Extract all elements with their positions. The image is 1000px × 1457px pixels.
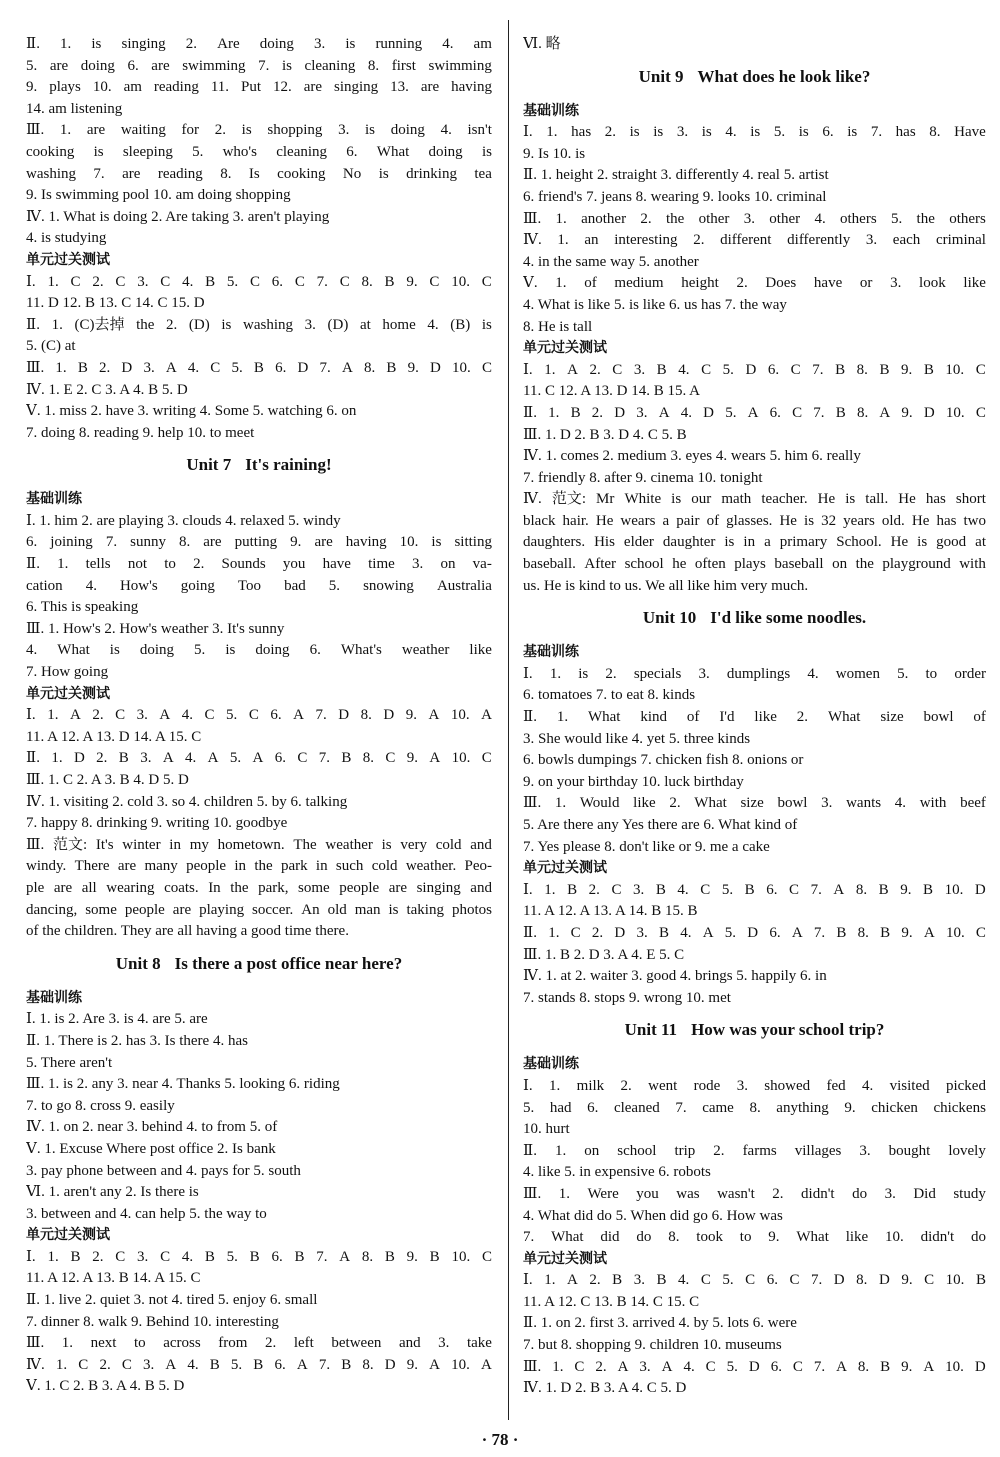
section-heading: 单元过关测试	[26, 685, 110, 702]
answer-line: Ⅲ. 1. another 2. the other 3. other 4. others 5. the others	[523, 210, 986, 227]
answer-line: Ⅰ. 1. A 2. C 3. B 4. C 5. D 6. C 7. B 8. B 9. B 10. C	[523, 361, 986, 378]
answer-line: Ⅰ. 1. him 2. are playing 3. clouds 4. relaxed 5. windy	[26, 512, 341, 529]
answer-line: Ⅲ. 1. is 2. any 3. near 4. Thanks 5. looking 6. riding	[26, 1076, 340, 1093]
answer-line: 7. friendly 8. after 9. cinema 10. tonight	[523, 469, 763, 486]
answer-line: Ⅱ. 1. D 2. B 3. A 4. A 5. A 6. C 7. B 8. C 9. A 10. C	[26, 750, 492, 767]
answer-line: 9. plays 10. am reading 11. Put 12. are singing 13. are having	[26, 79, 492, 96]
answer-line: Ⅱ. 1. is singing 2. Are doing 3. is running 4. am	[26, 36, 492, 52]
section-heading: 单元过关测试	[26, 251, 110, 268]
answer-line: Ⅳ. 1. on 2. near 3. behind 4. to from 5. of	[26, 1119, 278, 1136]
answer-line: 7. happy 8. drinking 9. writing 10. goodbye	[26, 815, 288, 832]
answer-line: Ⅴ. 1. miss 2. have 3. writing 4. Some 5. watching 6. on	[26, 403, 357, 420]
answer-line: Ⅳ. 1. visiting 2. cold 3. so 4. children 5. by 6. talking	[26, 793, 348, 810]
answer-line: Ⅴ. 1. C 2. B 3. A 4. B 5. D	[26, 1378, 185, 1395]
answer-line: 7. Yes please 8. don't like or 9. me a cake	[523, 838, 770, 855]
answer-line: 11. C 12. A 13. D 14. B 15. A	[523, 383, 700, 400]
unit-number: Unit 8	[115, 953, 161, 973]
answer-line: 11. A 12. A 13. A 14. B 15. B	[523, 903, 698, 920]
answer-line: Ⅳ. 1. What is doing 2. Are taking 3. aren't playing	[26, 208, 330, 225]
section-heading: 基础训练	[26, 989, 82, 1006]
answer-line: 11. A 12. A 13. D 14. A 15. C	[26, 728, 202, 745]
answer-line: Ⅲ. 1. are waiting for 2. is shopping 3. is doing 4. isn't	[26, 122, 492, 139]
answer-line: Ⅱ. 1. live 2. quiet 3. not 4. tired 5. enjoy 6. small	[26, 1292, 318, 1309]
answer-line: Ⅵ. 略	[523, 36, 561, 52]
answer-line: Ⅰ. 1. B 2. C 3. B 4. C 5. B 6. C 7. A 8. B 9. B 10. D	[523, 881, 986, 898]
answer-line: 5. are doing 6. are swimming 7. is cleaning 8. first swimming	[26, 57, 492, 74]
answer-line: Ⅱ. 1. height 2. straight 3. differently 4. real 5. artist	[523, 167, 829, 184]
answer-line: Ⅳ. 1. comes 2. medium 3. eyes 4. wears 5. him 6. really	[523, 448, 861, 465]
answer-line: Ⅰ. 1. is 2. specials 3. dumplings 4. women 5. to order	[523, 665, 986, 682]
answer-line: 5. had 6. cleaned 7. came 8. anything 9. chicken chickens	[523, 1099, 986, 1116]
unit-number: Unit 10	[642, 608, 697, 628]
answer-line: us. He is kind to us. We all like him very much.	[523, 577, 809, 594]
answer-line: Ⅰ. 1. B 2. C 3. C 4. B 5. B 6. B 7. A 8. B 9. B 10. C	[26, 1248, 492, 1265]
answer-line: Ⅱ. 1. on 2. first 3. arrived 4. by 5. lots 6. were	[523, 1315, 797, 1332]
left-column	[26, 34, 492, 1398]
answer-line: Ⅱ. 1. What kind of I'd like 2. What size bowl of	[523, 709, 986, 726]
section-heading: 单元过关测试	[523, 340, 607, 357]
answer-line: Ⅰ. 1. A 2. C 3. A 4. C 5. C 6. A 7. D 8. D 9. A 10. A	[26, 707, 492, 724]
answer-line: 4. in the same way 5. another	[523, 253, 699, 270]
answer-line: windy. There are many people in the park in such cold weather. Peo-	[26, 858, 492, 875]
answer-line: Ⅳ. 1. E 2. C 3. A 4. B 5. D	[26, 381, 188, 398]
answer-line: 11. A 12. A 13. B 14. A 15. C	[26, 1270, 201, 1287]
answer-line: 14. am listening	[26, 100, 123, 117]
answer-line: Ⅲ. 1. Were you was wasn't 2. didn't do 3. Did study	[523, 1185, 986, 1202]
unit-name: It's raining!	[245, 455, 332, 475]
right-column	[523, 34, 986, 1400]
answer-line: 6. friend's 7. jeans 8. wearing 9. looks 10. criminal	[523, 188, 827, 205]
answer-line: 3. She would like 4. yet 5. three kinds	[523, 730, 751, 747]
section-heading: 基础训练	[523, 644, 579, 661]
answer-line: Ⅲ. 1. next to across from 2. left between and 3. take	[26, 1335, 492, 1352]
answer-line: dancing, some people are playing soccer. An old man is taking photos	[26, 901, 492, 918]
answer-line: Ⅴ. 1. Excuse Where post office 2. Is bank	[26, 1140, 276, 1157]
answer-line: Ⅱ. 1. B 2. D 3. A 4. D 5. A 6. C 7. B 8. A 9. D 10. C	[523, 404, 986, 421]
answer-line: 8. He is tall	[523, 318, 593, 335]
section-heading: 基础训练	[523, 102, 579, 119]
unit-title	[523, 66, 986, 88]
answer-line: daughters. His elder daughter is in a primary School. He is good at	[523, 534, 986, 551]
answer-line: washing 7. are reading 8. Is cooking No is drinking tea	[26, 165, 492, 182]
answer-line: 7. What did do 8. took to 9. What like 10. didn't do	[523, 1229, 986, 1246]
answer-line: 10. hurt	[523, 1121, 570, 1138]
answer-line: 11. D 12. B 13. C 14. C 15. D	[26, 295, 205, 312]
unit-name: Is there a post office near here?	[174, 953, 403, 973]
unit-title	[26, 454, 492, 476]
answer-line: Ⅲ. 1. B 2. D 3. A 4. E 5. C	[523, 946, 685, 963]
unit-name: What does he look like?	[697, 66, 871, 86]
answer-line: Ⅲ. 1. B 2. D 3. A 4. C 5. B 6. D 7. A 8. B 9. D 10. C	[26, 359, 492, 376]
answer-line: Ⅲ. 范文: It's winter in my hometown. The weather is very cold and	[26, 836, 492, 853]
unit-name: I'd like some noodles.	[710, 608, 867, 628]
answer-line: Ⅰ. 1. A 2. B 3. B 4. C 5. C 6. C 7. D 8. D 9. C 10. B	[523, 1272, 986, 1289]
answer-line: 9. Is swimming pool 10. am doing shopping	[26, 187, 291, 204]
answer-line: 3. between and 4. can help 5. the way to	[26, 1205, 267, 1222]
section-heading: 单元过关测试	[523, 1250, 607, 1267]
answer-line: 4. like 5. in expensive 6. robots	[523, 1164, 711, 1181]
answer-line: Ⅱ. 1. (C)去掉 the 2. (D) is washing 3. (D) at home 4. (B) is	[26, 316, 492, 333]
answer-line: Ⅰ. 1. C 2. C 3. C 4. B 5. C 6. C 7. C 8. B 9. C 10. C	[26, 273, 492, 290]
answer-line: 7. to go 8. cross 9. easily	[26, 1097, 175, 1114]
answer-line: 4. is studying	[26, 230, 107, 247]
unit-title	[523, 1019, 986, 1041]
answer-line: Ⅱ. 1. There is 2. has 3. Is there 4. has	[26, 1032, 248, 1049]
page-number: · 78 ·	[481, 1430, 519, 1449]
answer-line: 7. doing 8. reading 9. help 10. to meet	[26, 424, 255, 441]
answer-line: 6. tomatoes 7. to eat 8. kinds	[523, 687, 696, 704]
answer-line: 7. dinner 8. walk 9. Behind 10. interesting	[26, 1313, 279, 1330]
answer-line: 4. What did do 5. When did go 6. How was	[523, 1207, 783, 1224]
answer-line: Ⅴ. 1. of medium height 2. Does have or 3. look like	[523, 275, 986, 292]
unit-title	[523, 607, 986, 629]
answer-line: Ⅲ. 1. D 2. B 3. D 4. C 5. B	[523, 426, 687, 443]
unit-number: Unit 7	[186, 455, 232, 475]
answer-line: Ⅳ. 1. an interesting 2. different differently 3. each criminal	[523, 232, 986, 249]
answer-line: 5. (C) at	[26, 338, 76, 355]
answer-line: Ⅰ. 1. is 2. Are 3. is 4. are 5. are	[26, 1011, 208, 1028]
answer-line: Ⅳ. 范文: Mr White is our math teacher. He is tall. He has short	[523, 491, 986, 508]
section-heading: 基础训练	[523, 1056, 579, 1073]
answer-line: 4. What is like 5. is like 6. us has 7. the way	[523, 296, 787, 313]
answer-line: Ⅲ. 1. How's 2. How's weather 3. It's sunny	[26, 620, 285, 637]
answer-line: 9. Is 10. is	[523, 145, 586, 162]
answer-line: Ⅳ. 1. D 2. B 3. A 4. C 5. D	[523, 1380, 687, 1397]
unit-number: Unit 11	[624, 1020, 678, 1040]
answer-line: 7. stands 8. stops 9. wrong 10. met	[523, 989, 731, 1006]
answer-line: 11. A 12. C 13. B 14. C 15. C	[523, 1293, 700, 1310]
section-heading: 单元过关测试	[523, 860, 607, 877]
answer-line: Ⅱ. 1. C 2. D 3. B 4. A 5. D 6. A 7. B 8. B 9. A 10. C	[523, 924, 986, 941]
answer-line: 7. but 8. shopping 9. children 10. museums	[523, 1337, 782, 1354]
answer-line: 4. What is doing 5. is doing 6. What's weather like	[26, 642, 492, 659]
answer-line: Ⅱ. 1. on school trip 2. farms villages 3. bought lovely	[523, 1142, 986, 1159]
column-divider	[508, 20, 509, 1420]
answer-line: cooking is sleeping 5. who's cleaning 6. What doing is	[26, 143, 492, 160]
answer-line: 5. There aren't	[26, 1054, 113, 1071]
answer-line: Ⅲ. 1. C 2. A 3. B 4. D 5. D	[26, 772, 189, 788]
answer-line: 9. on your birthday 10. luck birthday	[523, 773, 744, 790]
answer-line: cation 4. How's going Too bad 5. snowing Australia	[26, 577, 492, 594]
answer-line: Ⅲ. 1. Would like 2. What size bowl 3. wants 4. with beef	[523, 795, 986, 812]
answer-line: 6. joining 7. sunny 8. are putting 9. are having 10. is sitting	[26, 534, 492, 551]
answer-line: 3. pay phone between and 4. pays for 5. south	[26, 1162, 301, 1179]
answer-line: 6. This is speaking	[26, 599, 139, 616]
unit-title	[26, 953, 492, 975]
answer-line: Ⅱ. 1. tells not to 2. Sounds you have time 3. on va-	[26, 556, 492, 573]
answer-line: Ⅵ. 1. aren't any 2. Is there is	[26, 1184, 199, 1201]
answer-line: of the children. They are all having a good time there.	[26, 923, 349, 940]
unit-number: Unit 9	[638, 66, 684, 86]
answer-line: Ⅳ. 1. at 2. waiter 3. good 4. brings 5. happily 6. in	[523, 968, 827, 985]
answer-line: Ⅳ. 1. C 2. C 3. A 4. B 5. B 6. A 7. B 8. D 9. A 10. A	[26, 1356, 492, 1373]
section-heading: 基础训练	[26, 491, 82, 508]
answer-line: 5. Are there any Yes there are 6. What kind of	[523, 817, 798, 833]
answer-line: black hair. He wears a pair of glasses. He is 32 years old. He has two	[523, 512, 986, 529]
answer-line: Ⅲ. 1. C 2. A 3. A 4. C 5. D 6. C 7. A 8. B 9. A 10. D	[523, 1358, 986, 1375]
answer-line: ple are all wearing coats. In the park, some people are singing and	[26, 879, 492, 896]
section-heading: 单元过关测试	[26, 1227, 110, 1244]
unit-name: How was your school trip?	[691, 1020, 885, 1040]
answer-line: Ⅰ. 1. has 2. is is 3. is 4. is 5. is 6. is 7. has 8. Have	[523, 124, 986, 141]
answer-line: Ⅰ. 1. milk 2. went rode 3. showed fed 4. visited picked	[523, 1077, 986, 1094]
answer-line: baseball. After school he often plays baseball on the playground with	[523, 556, 986, 573]
answer-line: 7. How going	[26, 664, 109, 681]
answer-line: 6. bowls dumpings 7. chicken fish 8. onions or	[523, 752, 804, 769]
